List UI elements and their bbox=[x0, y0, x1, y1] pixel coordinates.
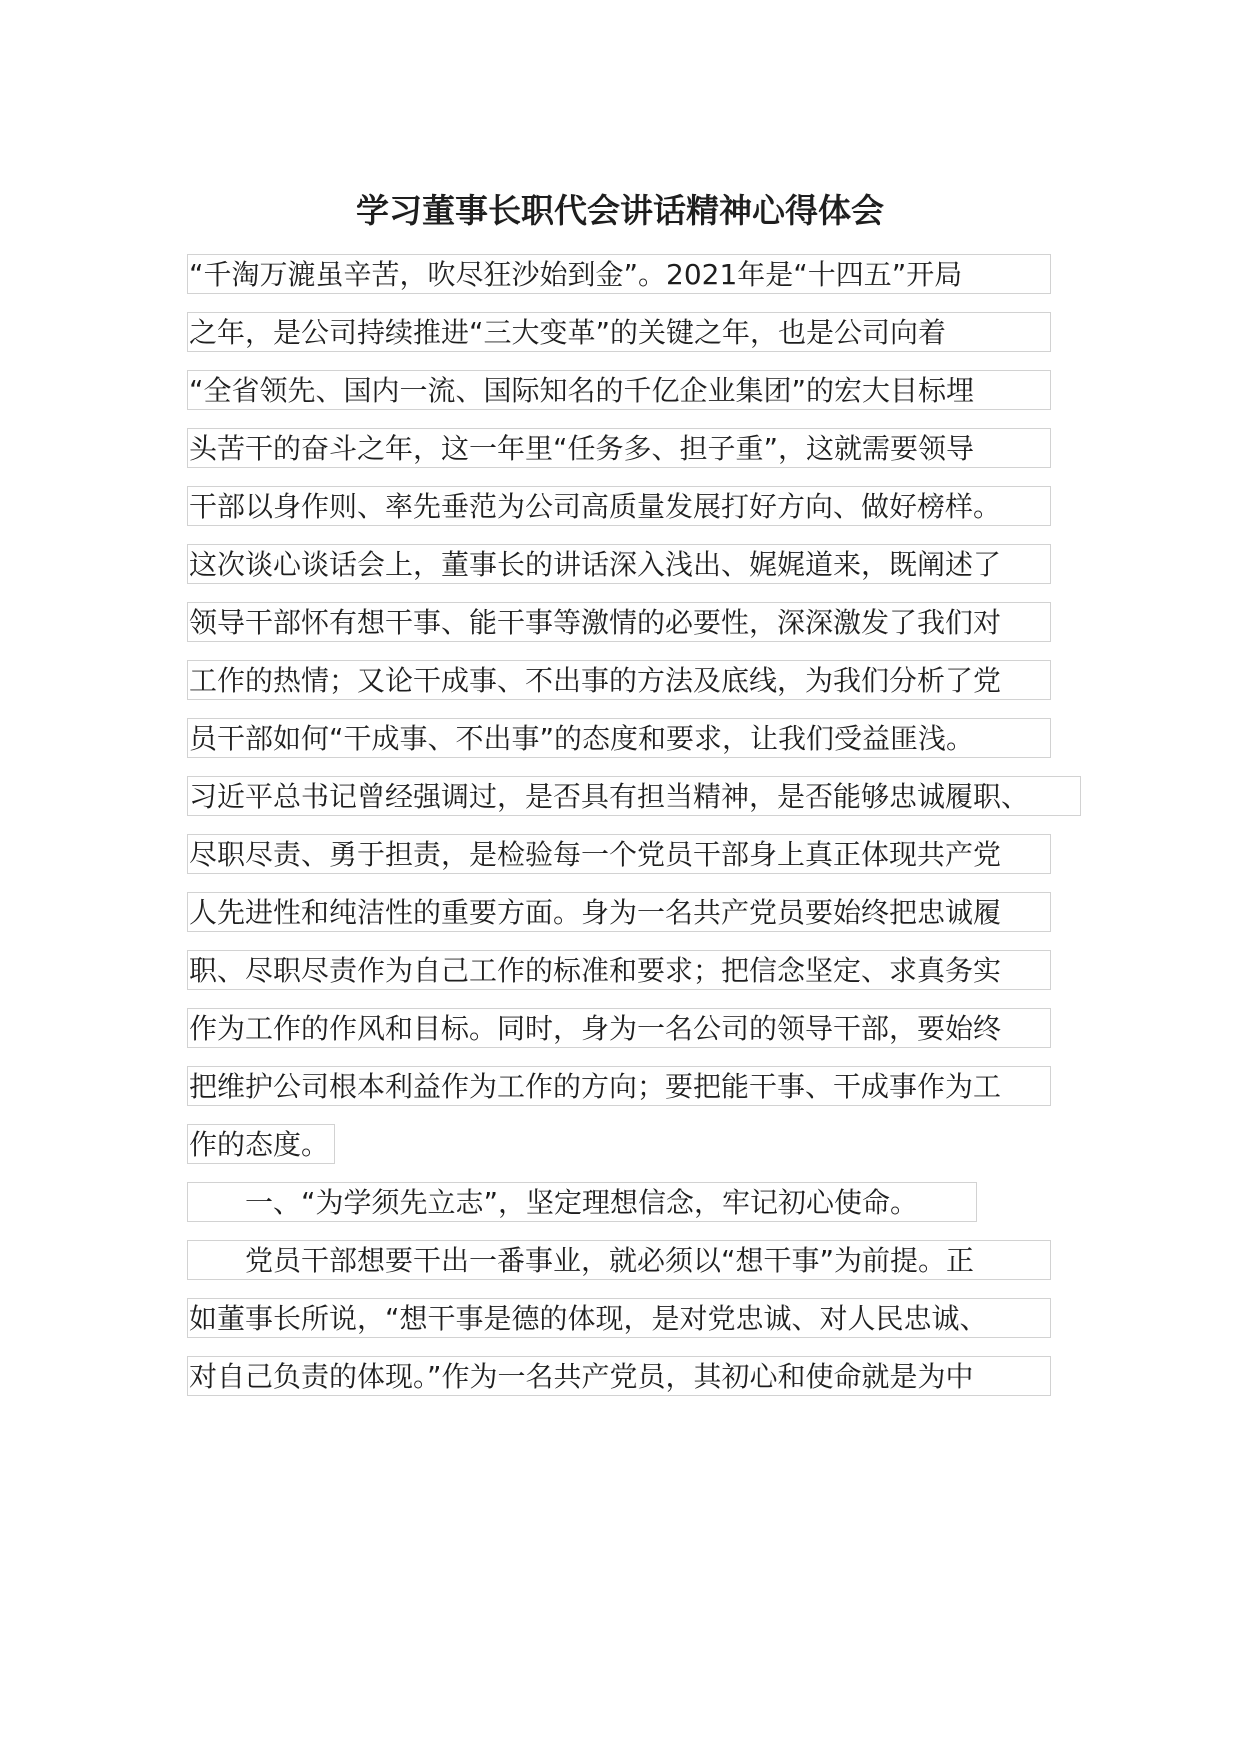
text-line-2: 之年，是公司持续推进“三大变革”的关键之年，也是公司向着 bbox=[187, 312, 1051, 352]
text-line-16: 作的态度。 bbox=[187, 1124, 335, 1164]
text-line-9: 员干部如何“干成事、不出事”的态度和要求，让我们受益匪浅。 bbox=[187, 718, 1051, 758]
text-line-11: 尽职尽责、勇于担责，是检验每一个党员干部身上真正体现共产党 bbox=[187, 834, 1051, 874]
text-line-13: 职、尽职尽责作为自己工作的标准和要求；把信念坚定、求真务实 bbox=[187, 950, 1051, 990]
text-line-4: 头苦干的奋斗之年，这一年里“任务多、担子重”，这就需要领导 bbox=[187, 428, 1051, 468]
text-line-10: 习近平总书记曾经强调过，是否具有担当精神，是否能够忠诚履职、 bbox=[187, 776, 1081, 816]
text-line-6: 这次谈心谈话会上，董事长的讲话深入浅出、娓娓道来，既阐述了 bbox=[187, 544, 1051, 584]
text-line-7: 领导干部怀有想干事、能干事等激情的必要性，深深激发了我们对 bbox=[187, 602, 1051, 642]
text-line-12: 人先进性和纯洁性的重要方面。身为一名共产党员要始终把忠诚履 bbox=[187, 892, 1051, 932]
text-line-3: “全省领先、国内一流、国际知名的千亿企业集团”的宏大目标埋 bbox=[187, 370, 1051, 410]
text-line-14: 作为工作的作风和目标。同时，身为一名公司的领导干部，要始终 bbox=[187, 1008, 1051, 1048]
text-line-15: 把维护公司根本利益作为工作的方向；要把能干事、干成事作为工 bbox=[187, 1066, 1051, 1106]
section-heading-1: 一、“为学须先立志”，坚定理想信念，牢记初心使命。 bbox=[187, 1182, 977, 1222]
text-line-8: 工作的热情；又论干成事、不出事的方法及底线，为我们分析了党 bbox=[187, 660, 1051, 700]
text-line-5: 干部以身作则、率先垂范为公司高质量发展打好方向、做好榜样。 bbox=[187, 486, 1051, 526]
text-line-18: 党员干部想要干出一番事业，就必须以“想干事”为前提。正 bbox=[187, 1240, 1051, 1280]
document-title: 学习董事长职代会讲话精神心得体会 bbox=[356, 191, 884, 230]
text-line-20: 对自己负责的体现。”作为一名共产党员，其初心和使命就是为中 bbox=[187, 1356, 1051, 1396]
text-line-1: “千淘万漉虽辛苦，吹尽狂沙始到金”。2021年是“十四五”开局 bbox=[187, 254, 1051, 294]
text-line-19: 如董事长所说，“想干事是德的体现，是对党忠诚、对人民忠诚、 bbox=[187, 1298, 1051, 1338]
